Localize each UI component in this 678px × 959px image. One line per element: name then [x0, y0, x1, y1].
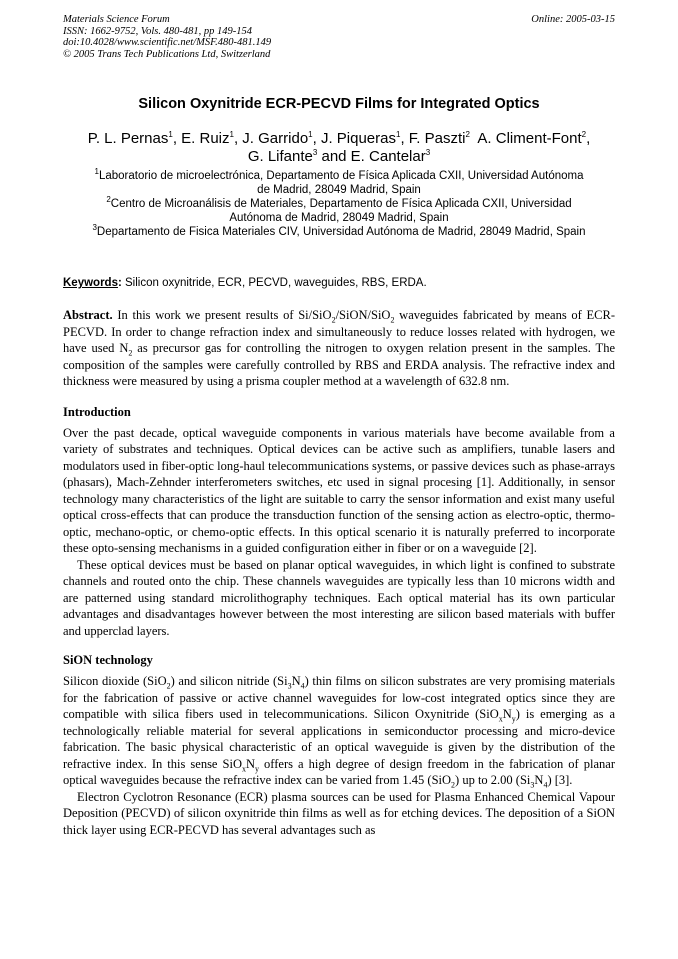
author-affil-mark: 1 [168, 130, 173, 139]
subscript: 3 [287, 681, 292, 691]
subscript: 3 [530, 780, 535, 790]
paragraph [63, 673, 615, 789]
subscript: 4 [543, 780, 548, 790]
text: N [291, 674, 301, 688]
doi-line: doi:10.4028/www.scientific.net/MSF.480-481.149 [63, 37, 272, 48]
affiliation-2 [63, 197, 615, 211]
affiliation-1 [63, 169, 615, 183]
subscript: x [498, 714, 503, 724]
sion-section [63, 673, 615, 838]
subscript: y [255, 764, 260, 773]
subscript: 2 [331, 315, 336, 325]
abstract-text: as precursor gas for controlling the nitrogen to oxygen relation present in the samples. The composition of the samples were carefully controlled by RBS and ERDA analysis. The refractive index and thickness were measured by using a prisma coupler method at a wavelength of 632.8 nm. [63, 341, 615, 388]
subscript: 2 [128, 348, 133, 358]
section-heading-introduction: Introduction [63, 404, 131, 419]
affiliation-number: 1 [94, 167, 99, 177]
text: N [245, 756, 256, 771]
subscript: y [511, 714, 516, 724]
text: ) [3]. [547, 773, 573, 787]
paragraph: These optical devices must be based on planar optical waveguides, in which light is confined to substrate channels and routed onto the chip. These channels waveguides are typically less than 10 microns width and are patterned using standard microlithography techniques. Each optical material has its own particular advantages and disadvantages however between the most interesting are silicon based materials with buffer and upperclad layers. [63, 557, 615, 638]
text: N [534, 773, 544, 787]
author: , J. Garrido [233, 130, 309, 147]
paragraph: Electron Cyclotron Resonance (ECR) plasma sources can be used for Plasma Enhanced Chemical Vapour Deposition (PECVD) of silicon oxynitride thin films as well as for etching devices. The deposition of a SiON thick layer using ECR-PECVD has several advantages such as [63, 789, 615, 837]
author: G. Lifante [247, 148, 313, 165]
subscript: x [241, 764, 246, 773]
keywords [63, 277, 615, 289]
online-date: Online: 2005-03-15 [531, 14, 615, 25]
abstract-text: In this work we present results of Si/SiO [112, 308, 332, 322]
affiliation-1-cont: de Madrid, 28049 Madrid, Spain [257, 184, 421, 196]
abstract-text: waveguides fabricated by means of ECR-PECVD. In order to change refraction index and simultaneously to reduce losses related with hydrogen, we have used N [63, 308, 616, 355]
author-list [63, 130, 615, 166]
affiliation-2-cont: Autónoma de Madrid, 28049 Madrid, Spain [229, 212, 449, 224]
text: offers a high degree of design freedom in the fabrication of planar optical waveguides because the refractive index can be varied from 1.45 (SiO [63, 756, 615, 787]
journal-header [63, 14, 615, 60]
subscript: 2 [166, 681, 171, 691]
author: A. Climent-Font [469, 130, 582, 147]
affiliation-text: Centro de Microanálisis de Materiales, Departamento de Física Aplicada CXII, Universidad [110, 198, 572, 210]
paper-page [63, 14, 615, 838]
subscript: 4 [300, 681, 305, 691]
author-affil-mark: 3 [312, 148, 318, 157]
author-line-2 [63, 148, 615, 166]
affiliation-text: Laboratorio de microelectrónica, Departamento de Física Aplicada CXII, Universidad Autónoma [98, 170, 584, 182]
subscript: 2 [390, 315, 395, 325]
text: Silicon dioxide (SiO [63, 674, 167, 688]
copyright-line: © 2005 Trans Tech Publications Ltd, Switzerland [63, 48, 271, 60]
author: , F. Paszti [400, 130, 466, 147]
author-separator: , [586, 130, 591, 147]
keywords-colon: : [117, 277, 122, 289]
keywords-label: Keywords [63, 277, 118, 289]
author-affil-mark: 1 [395, 130, 401, 139]
paper-title: Silicon Oxynitride ECR-PECVD Films for Integrated Optics [138, 96, 540, 112]
author: , E. Ruiz [172, 130, 230, 147]
author: and E. Cantelar [317, 148, 426, 165]
author-affil-mark: 2 [465, 130, 470, 139]
affiliation-number: 3 [92, 223, 97, 233]
introduction-section [63, 425, 615, 640]
text: ) is emerging as a technologically reliable material for several applications in semiconductor processing and micro-device fabrication. The basic physical characteristic of an optical waveguide is given by the distribution of the refractive index. In this sense SiO [63, 707, 615, 771]
author-affil-mark: 3 [425, 148, 431, 157]
paragraph: Over the past decade, optical waveguide components in various materials have become available from a variety of substrates and techniques. Optical devices can be active such as amplifiers, tunable lasers and modulators used in fiber-optic long-haul telecommunications systems, or passive devices such as phase-arrays (phasars), Mach-Zehnder interferometers switches, etc used in signal procesing [1]. Additionally, in sensor technology many characteristics of the light are suitable to carry the sensor information and exist many useful optical cross-effects that can produce the transduction function of the sensing action as electro-optic, thermo-optic, mechano-optic, or chemo-optic effects. In this optical scenario it is naturally preferred to incorporate these opto-sensing mechanisms in a guided configuration either in fiber or on a waveguide [2]. [63, 425, 615, 555]
abstract-text: /SiON/SiO [335, 308, 391, 322]
affiliation-3 [63, 225, 615, 239]
text: ) thin films on silicon substrates are very promising materials for the fabrication of passive or active channel waveguides for low-cost integrated optics since they are compatible with silica fibers used in telecommunications. Silicon Oxynitride (SiO [63, 674, 616, 721]
journal-name: Materials Science Forum [63, 14, 170, 25]
keywords-text: Silicon oxynitride, ECR, PECVD, waveguides, RBS, ERDA. [121, 277, 427, 289]
section-heading-sion: SiON technology [63, 653, 153, 667]
author: , J. Piqueras [312, 130, 396, 147]
author-line-1 [63, 130, 615, 148]
text: ) up to 2.00 (Si [455, 773, 531, 787]
text: ) and silicon nitride (Si [170, 674, 288, 688]
affiliation-number: 2 [106, 195, 111, 205]
author-affil-mark: 2 [581, 130, 587, 139]
affiliation-text: Departamento de Fisica Materiales CIV, Universidad Autónoma de Madrid, 28049 Madrid, Spain [96, 226, 586, 238]
issn-line: ISSN: 1662-9752, Vols. 480-481, pp 149-154 [63, 25, 252, 37]
author: P. L. Pernas [87, 130, 169, 147]
subscript: 2 [451, 780, 456, 790]
text: N [502, 707, 512, 721]
abstract [63, 307, 615, 390]
author-affil-mark: 1 [229, 130, 234, 139]
affiliation-list [63, 169, 615, 239]
abstract-label: Abstract. [63, 308, 113, 322]
author-affil-mark: 1 [308, 130, 313, 139]
